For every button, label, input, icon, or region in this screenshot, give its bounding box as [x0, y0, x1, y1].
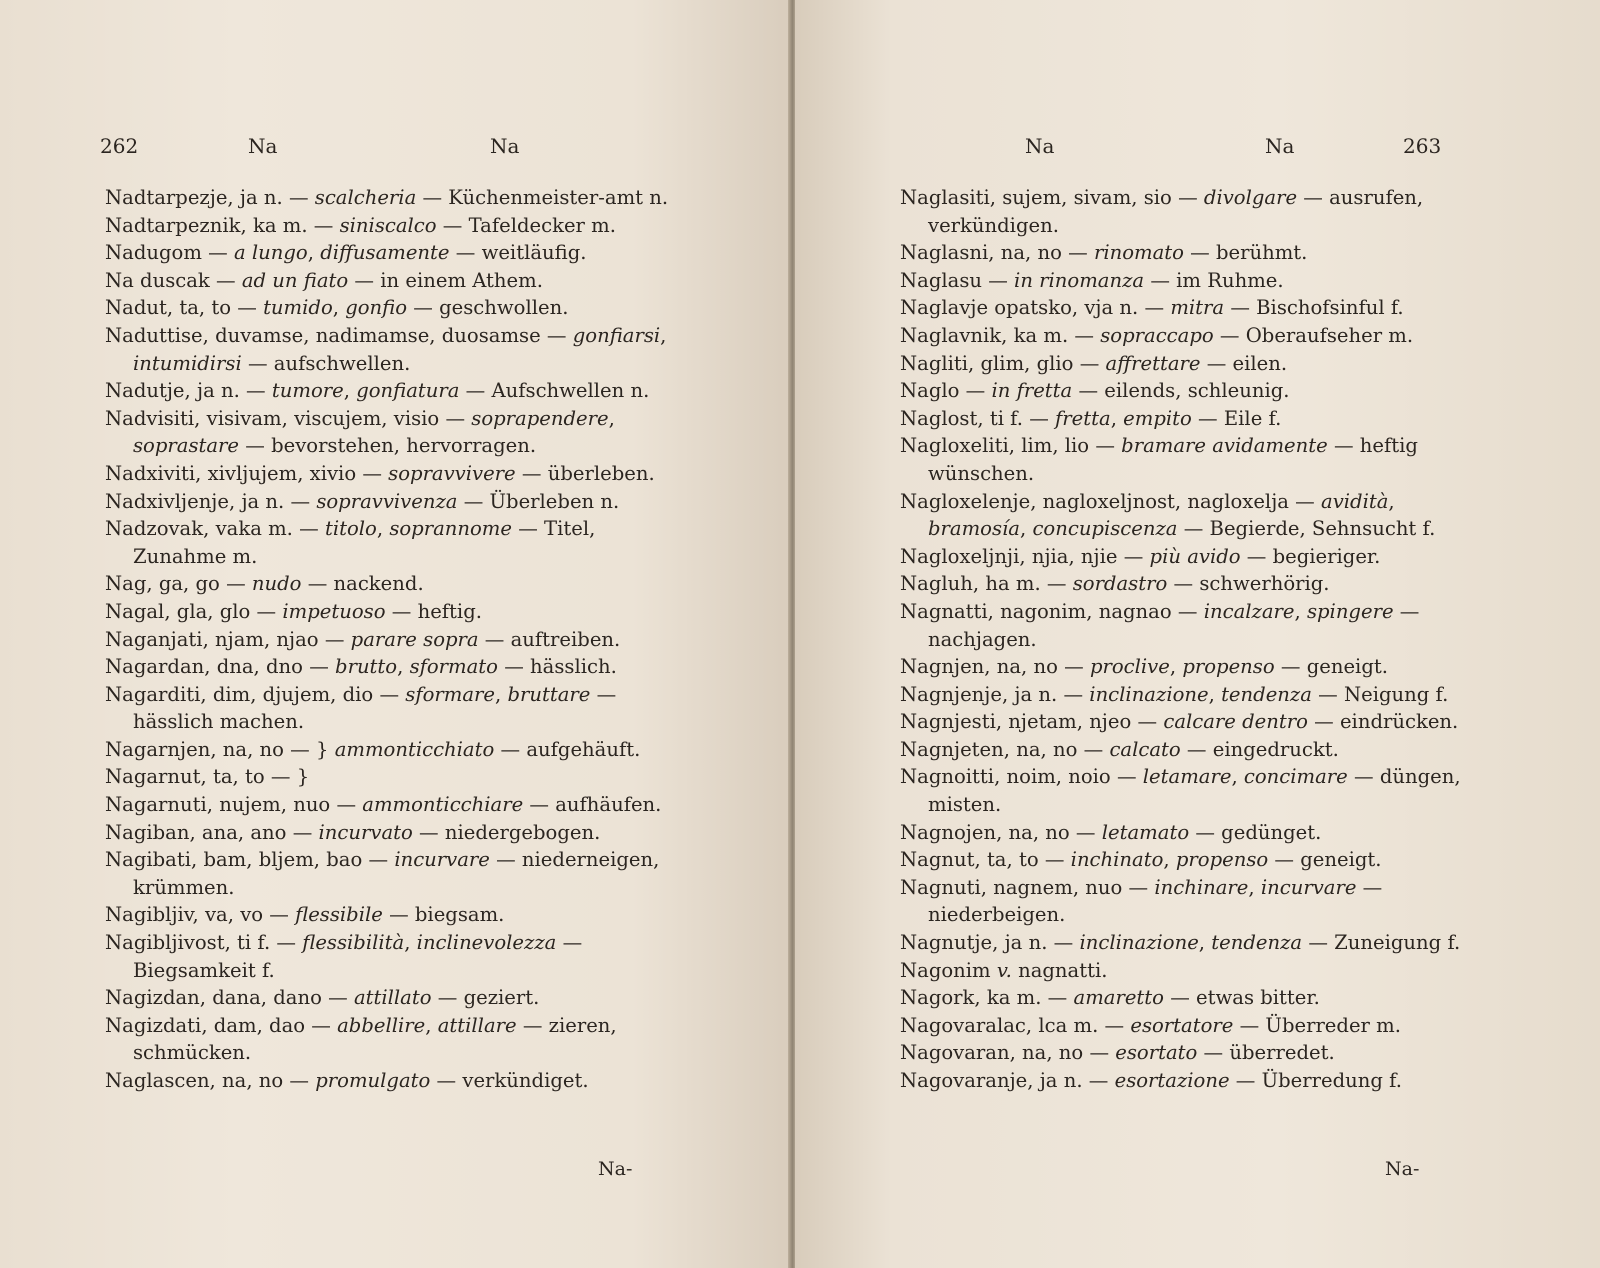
dictionary-entry: Nadxiviti, xivljujem, xivio — sopravvivere — überleben. [105, 461, 655, 485]
dictionary-entry: Nagnjenje, ja n. — inclinazione, tendenza — Neigung f. [900, 682, 1449, 706]
dictionary-entry: Nagizdati, dam, dao — abbellire, attillare — zieren, schmücken. [105, 1013, 617, 1065]
dictionary-entry: Nagonim v. nagnatti. [900, 958, 1108, 982]
catchword: Na- [1385, 1158, 1420, 1180]
dictionary-entry: Nagloxelenje, nagloxeljnost, nagloxelja — avidità, bramosía, concupiscenza — Begierde, Sehnsucht f. [900, 489, 1436, 541]
dictionary-entry: Nadtarpeznik, ka m. — siniscalco — Tafeldecker m. [105, 213, 616, 237]
dictionary-entry: Nagovaran, na, no — esortato — überredet. [900, 1041, 1335, 1065]
dictionary-entry: Naganjati, njam, njao — parare sopra — auftreiben. [105, 627, 621, 651]
header-right: Na [1265, 134, 1295, 158]
dictionary-entry: Nagnut, ta, to — inchinato, propenso — geneigt. [900, 848, 1382, 872]
header-left: Na [248, 134, 278, 158]
dictionary-entry: Nagiban, ana, ano — incurvato — niedergebogen. [105, 820, 601, 844]
dictionary-entry: Naduttise, duvamse, nadimamse, duosamse — gonfiarsi, intumidirsi — aufschwellen. [105, 323, 667, 375]
dictionary-entry: Nadutje, ja n. — tumore, gonfiatura — Aufschwellen n. [105, 379, 650, 403]
dictionary-entry: Naglavje opatsko, vja n. — mitra — Bischofsinful f. [900, 296, 1404, 320]
page-number: 262 [100, 134, 139, 158]
dictionary-entry: Nagnoitti, noim, noio — letamare, concimare — düngen, misten. [900, 765, 1461, 817]
dictionary-entry: Nadtarpezje, ja n. — scalcheria — Küchenmeister-amt n. [105, 186, 669, 209]
dictionary-entry: Nadzovak, vaka m. — titolo, soprannome — Titel, Zunahme m. [105, 517, 596, 568]
dictionary-entry: Nag, ga, go — nudo — nackend. [105, 572, 424, 596]
dictionary-entry: Nagovaralac, lca m. — esortatore — Überreder m. [900, 1013, 1401, 1037]
dictionary-entry: Nagarditi, dim, djujem, dio — sformare, bruttare — hässlich machen. [105, 682, 617, 734]
dictionary-entry: Nagnuti, nagnem, nuo — inchinare, incurvare — niederbeigen. [900, 875, 1383, 927]
dictionary-entry: Nagibljiv, va, vo — flessibile — biegsam. [105, 903, 505, 927]
dictionary-entry: Nagluh, ha m. — sordastro — schwerhörig. [900, 572, 1330, 596]
dictionary-entry: Naglo — in fretta — eilends, schleunig. [900, 379, 1290, 403]
dictionary-entry: Nagnjen, na, no — proclive, propenso — geneigt. [900, 655, 1388, 679]
dictionary-entry: Nadxivljenje, ja n. — sopravvivenza — Überleben n. [105, 489, 620, 513]
entry-list [105, 184, 670, 1095]
dictionary-entry: Nagibljivost, ti f. — flessibilità, inclinevolezza — Biegsamkeit f. [105, 931, 583, 982]
right-page [795, 0, 1600, 1268]
page-number: 263 [1403, 134, 1442, 158]
dictionary-entry: Nagardan, dna, dno — brutto, sformato — hässlich. [105, 655, 617, 679]
dictionary-entry: Naglasni, na, no — rinomato — berühmt. [900, 241, 1308, 265]
dictionary-entry: Naglavnik, ka m. — sopraccapo — Oberaufseher m. [900, 323, 1414, 347]
dictionary-entry: Nagnojen, na, no — letamato — gedünget. [900, 820, 1322, 844]
dictionary-entry: Nagnatti, nagonim, nagnao — incalzare, spingere — nachjagen. [900, 599, 1420, 651]
dictionary-entry: Nagliti, glim, glio — affrettare — eilen. [900, 351, 1288, 375]
entry-list [900, 184, 1463, 1095]
dictionary-entry: Nagork, ka m. — amaretto — etwas bitter. [900, 986, 1320, 1010]
dictionary-entry: Nadvisiti, visivam, viscujem, visio — soprapendere, soprastare — bevorstehen, hervorragen. [105, 406, 615, 458]
dictionary-entry: Nagnjesti, njetam, njeo — calcare dentro — eindrücken. [900, 710, 1459, 734]
dictionary-entry: Naglascen, na, no — promulgato — verkündiget. [105, 1069, 589, 1092]
dictionary-entry: Nagizdan, dana, dano — attillato — geziert. [105, 986, 540, 1010]
dictionary-entry: Nagloxeljnji, njia, njie — più avido — begieriger. [900, 544, 1381, 568]
header-left: Na [1025, 134, 1055, 158]
running-header [795, 134, 1600, 164]
dictionary-entry: Nagarnjen, na, no — } ammonticchiato — aufgehäuft. [105, 737, 641, 761]
dictionary-entry: Nadugom — a lungo, diffusamente — weitläufig. [105, 241, 587, 265]
dictionary-entry: Na duscak — ad un fiato — in einem Athem. [105, 268, 543, 292]
dictionary-entry: Nagnjeten, na, no — calcato — eingedruckt. [900, 737, 1339, 761]
dictionary-entry: Naglasiti, sujem, sivam, sio — divolgare — ausrufen, verkündigen. [900, 186, 1424, 237]
dictionary-entry: Nagarnut, ta, to — } [105, 765, 310, 789]
dictionary-entry: Nagovaranje, ja n. — esortazione — Überredung f. [900, 1069, 1402, 1092]
dictionary-entry: Nagibati, bam, bljem, bao — incurvare — niederneigen, krümmen. [105, 848, 660, 899]
dictionary-entry: Naglasu — in rinomanza — im Ruhme. [900, 268, 1284, 292]
left-page [0, 0, 790, 1268]
dictionary-entry: Nadut, ta, to — tumido, gonfio — geschwollen. [105, 296, 569, 320]
dictionary-entry: Nagloxeliti, lim, lio — bramare avidamente — heftig wünschen. [900, 434, 1418, 485]
dictionary-entry: Naglost, ti f. — fretta, empito — Eile f. [900, 406, 1282, 430]
catchword: Na- [598, 1158, 633, 1180]
running-header [0, 134, 790, 164]
header-right: Na [490, 134, 520, 158]
dictionary-entry: Nagarnuti, nujem, nuo — ammonticchiare — aufhäufen. [105, 793, 662, 817]
dictionary-entry: Nagal, gla, glo — impetuoso — heftig. [105, 599, 482, 623]
dictionary-entry: Nagnutje, ja n. — inclinazione, tendenza — Zuneigung f. [900, 931, 1461, 955]
